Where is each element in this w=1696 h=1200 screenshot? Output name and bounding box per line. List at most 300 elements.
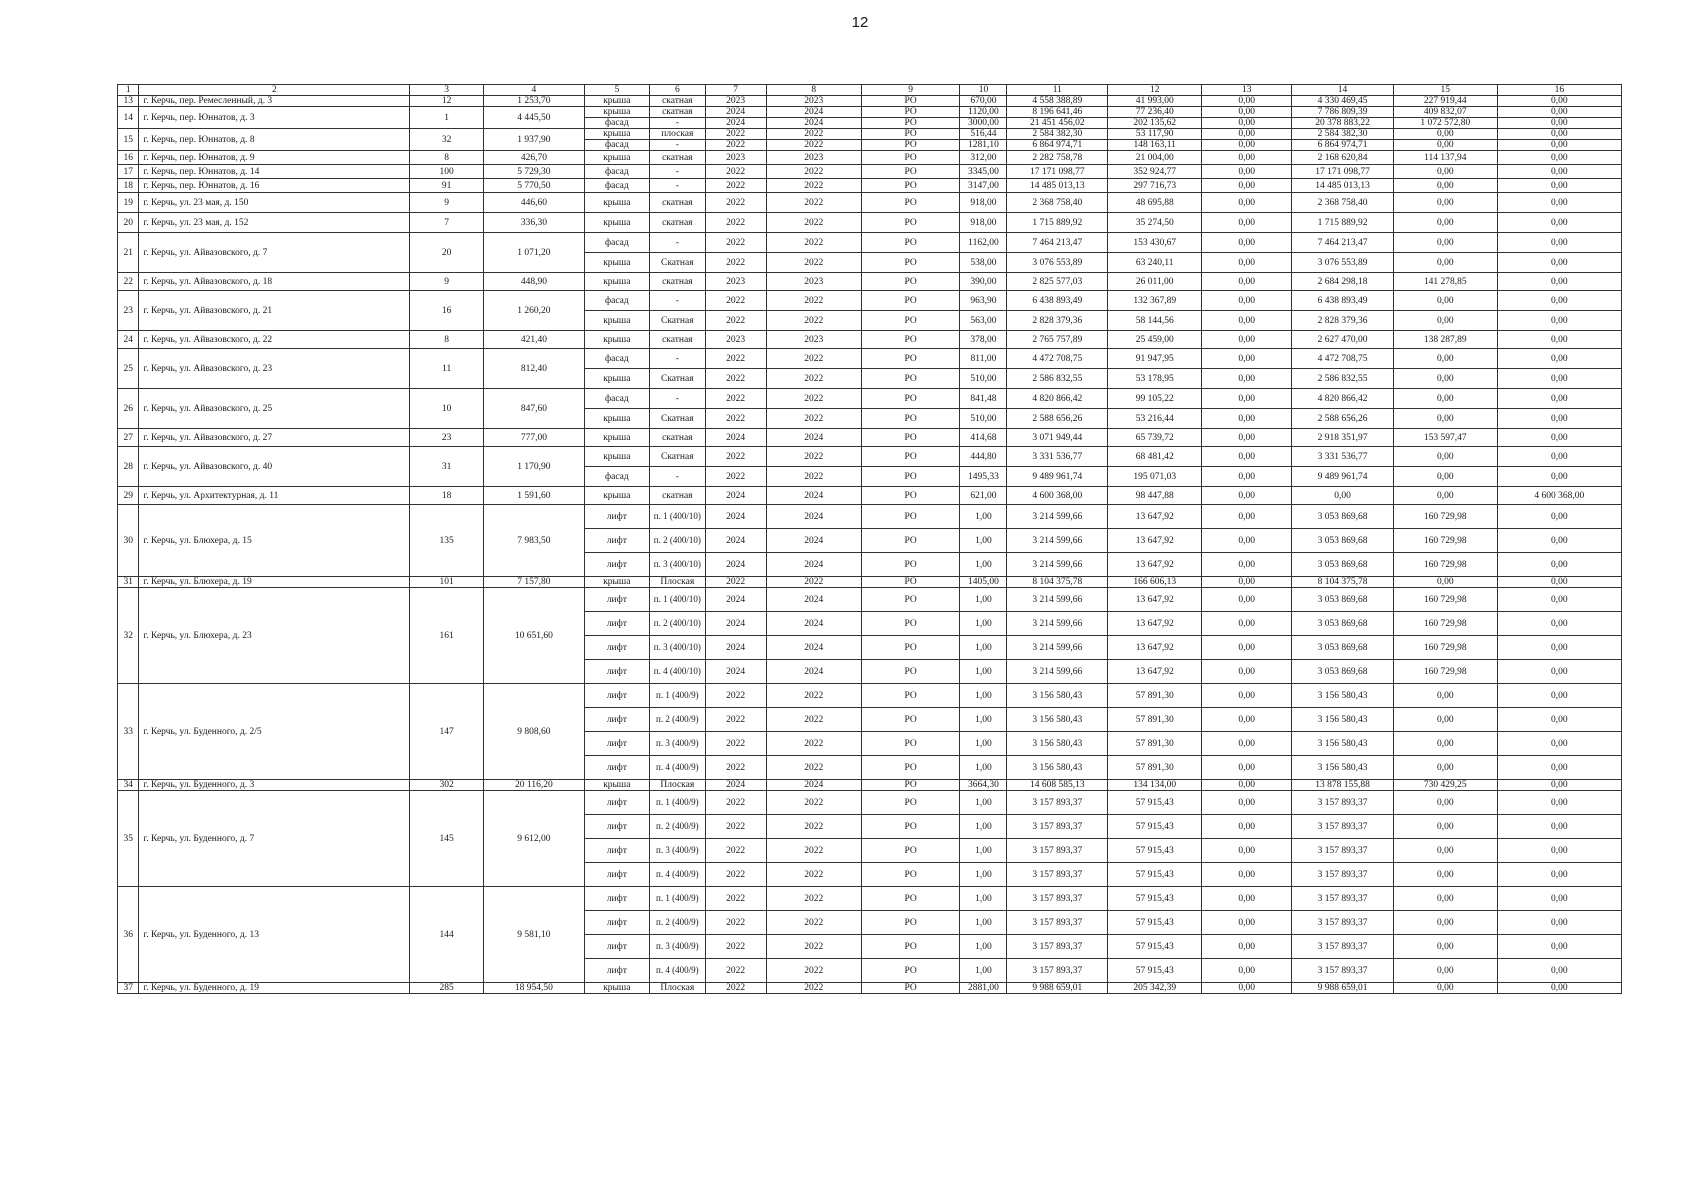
unit-cost-cell: 57 915,43 xyxy=(1108,839,1202,863)
address-cell: г. Керчь, пер. Юннатов, д. 16 xyxy=(139,179,410,193)
roof-type-cell: п. 3 (400/9) xyxy=(649,839,705,863)
work-type-cell: крыша xyxy=(584,780,649,791)
work-type-cell: фасад xyxy=(584,349,649,369)
apartments-count-cell: 135 xyxy=(410,505,484,577)
apartments-count-cell: 145 xyxy=(410,791,484,887)
work-type-cell: лифт xyxy=(584,660,649,684)
unit-cost-cell: 166 606,13 xyxy=(1108,577,1202,588)
address-cell: г. Керчь, ул. Айвазовского, д. 7 xyxy=(139,233,410,273)
table-row xyxy=(118,588,1622,612)
year-end-cell: 2022 xyxy=(766,179,861,193)
fund-source-2-cell: 6 438 893,49 xyxy=(1292,291,1394,311)
header-cell: 1 xyxy=(118,85,139,96)
roof-type-cell: - xyxy=(649,118,705,129)
header-cell: 4 xyxy=(484,85,585,96)
volume-cell: 1,00 xyxy=(960,588,1007,612)
roof-type-cell: - xyxy=(649,349,705,369)
row-number-cell: 37 xyxy=(118,983,139,994)
fund-source-3-cell: 0,00 xyxy=(1393,253,1497,273)
fund-source-1-cell: 0,00 xyxy=(1202,487,1292,505)
fund-source-4-cell: 0,00 xyxy=(1497,349,1621,369)
fund-source-2-cell: 2 584 382,30 xyxy=(1292,129,1394,140)
fund-source-2-cell: 3 053 869,68 xyxy=(1292,636,1394,660)
year-start-cell: 2023 xyxy=(705,273,766,291)
year-end-cell: 2022 xyxy=(766,213,861,233)
fund-source-2-cell: 1 715 889,92 xyxy=(1292,213,1394,233)
work-type-cell: крыша xyxy=(584,213,649,233)
year-end-cell: 2024 xyxy=(766,660,861,684)
unit-cost-cell: 195 071,03 xyxy=(1108,467,1202,487)
roof-type-cell: - xyxy=(649,467,705,487)
table-row xyxy=(118,107,1622,118)
executor-cell: РО xyxy=(861,129,959,140)
address-cell: г. Керчь, ул. Айвазовского, д. 25 xyxy=(139,389,410,429)
address-cell: г. Керчь, ул. Буденного, д. 13 xyxy=(139,887,410,983)
year-end-cell: 2022 xyxy=(766,732,861,756)
roof-type-cell: Скатная xyxy=(649,369,705,389)
fund-source-3-cell: 0,00 xyxy=(1393,708,1497,732)
roof-type-cell: п. 1 (400/9) xyxy=(649,887,705,911)
volume-cell: 1,00 xyxy=(960,863,1007,887)
unit-cost-cell: 91 947,95 xyxy=(1108,349,1202,369)
fund-source-3-cell: 0,00 xyxy=(1393,887,1497,911)
area-cell: 1 170,90 xyxy=(484,447,585,487)
fund-source-4-cell: 0,00 xyxy=(1497,389,1621,409)
fund-source-1-cell: 0,00 xyxy=(1202,213,1292,233)
fund-source-3-cell: 0,00 xyxy=(1393,179,1497,193)
fund-source-4-cell: 0,00 xyxy=(1497,107,1621,118)
executor-cell: РО xyxy=(861,273,959,291)
year-end-cell: 2023 xyxy=(766,151,861,165)
header-cell: 11 xyxy=(1007,85,1108,96)
executor-cell: РО xyxy=(861,505,959,529)
work-type-cell: крыша xyxy=(584,331,649,349)
fund-source-2-cell: 9 489 961,74 xyxy=(1292,467,1394,487)
apartments-count-cell: 7 xyxy=(410,213,484,233)
volume-cell: 390,00 xyxy=(960,273,1007,291)
work-type-cell: лифт xyxy=(584,684,649,708)
area-cell: 5 770,50 xyxy=(484,179,585,193)
address-cell: г. Керчь, ул. Буденного, д. 19 xyxy=(139,983,410,994)
volume-cell: 1,00 xyxy=(960,505,1007,529)
work-type-cell: лифт xyxy=(584,708,649,732)
fund-source-1-cell: 0,00 xyxy=(1202,577,1292,588)
year-start-cell: 2022 xyxy=(705,887,766,911)
apartments-count-cell: 23 xyxy=(410,429,484,447)
fund-source-3-cell: 409 832,07 xyxy=(1393,107,1497,118)
executor-cell: РО xyxy=(861,369,959,389)
fund-source-4-cell: 0,00 xyxy=(1497,959,1621,983)
fund-source-1-cell: 0,00 xyxy=(1202,118,1292,129)
volume-cell: 3345,00 xyxy=(960,165,1007,179)
fund-source-1-cell: 0,00 xyxy=(1202,107,1292,118)
fund-source-3-cell: 160 729,98 xyxy=(1393,660,1497,684)
fund-source-4-cell: 0,00 xyxy=(1497,839,1621,863)
table-row xyxy=(118,791,1622,815)
volume-cell: 510,00 xyxy=(960,409,1007,429)
fund-source-1-cell: 0,00 xyxy=(1202,887,1292,911)
year-start-cell: 2024 xyxy=(705,529,766,553)
fund-source-4-cell: 0,00 xyxy=(1497,140,1621,151)
apartments-count-cell: 161 xyxy=(410,588,484,684)
fund-source-3-cell: 160 729,98 xyxy=(1393,588,1497,612)
roof-type-cell: плоская xyxy=(649,129,705,140)
fund-source-1-cell: 0,00 xyxy=(1202,529,1292,553)
cost-total-cell: 3 157 893,37 xyxy=(1007,911,1108,935)
address-cell: г. Керчь, ул. Айвазовского, д. 27 xyxy=(139,429,410,447)
address-cell: г. Керчь, пер. Юннатов, д. 9 xyxy=(139,151,410,165)
year-start-cell: 2022 xyxy=(705,863,766,887)
fund-source-3-cell: 0,00 xyxy=(1393,815,1497,839)
unit-cost-cell: 21 004,00 xyxy=(1108,151,1202,165)
work-type-cell: крыша xyxy=(584,151,649,165)
header-cell: 14 xyxy=(1292,85,1394,96)
cost-total-cell: 3 076 553,89 xyxy=(1007,253,1108,273)
roof-type-cell: п. 2 (400/10) xyxy=(649,529,705,553)
fund-source-3-cell: 160 729,98 xyxy=(1393,553,1497,577)
address-cell: г. Керчь, ул. Блюхера, д. 19 xyxy=(139,577,410,588)
volume-cell: 1,00 xyxy=(960,636,1007,660)
year-start-cell: 2022 xyxy=(705,369,766,389)
fund-source-2-cell: 0,00 xyxy=(1292,487,1394,505)
fund-source-2-cell: 3 156 580,43 xyxy=(1292,732,1394,756)
year-end-cell: 2022 xyxy=(766,791,861,815)
fund-source-1-cell: 0,00 xyxy=(1202,273,1292,291)
fund-source-2-cell: 7 464 213,47 xyxy=(1292,233,1394,253)
work-type-cell: крыша xyxy=(584,129,649,140)
fund-source-4-cell: 0,00 xyxy=(1497,887,1621,911)
cost-total-cell: 14 608 585,13 xyxy=(1007,780,1108,791)
apartments-count-cell: 11 xyxy=(410,349,484,389)
fund-source-1-cell: 0,00 xyxy=(1202,291,1292,311)
fund-source-3-cell: 0,00 xyxy=(1393,369,1497,389)
row-number-cell: 14 xyxy=(118,107,139,129)
table-row xyxy=(118,96,1622,107)
roof-type-cell: п. 2 (400/9) xyxy=(649,708,705,732)
address-cell: г. Керчь, ул. Буденного, д. 7 xyxy=(139,791,410,887)
roof-type-cell: п. 3 (400/10) xyxy=(649,553,705,577)
executor-cell: РО xyxy=(861,839,959,863)
work-type-cell: фасад xyxy=(584,179,649,193)
fund-source-4-cell: 0,00 xyxy=(1497,331,1621,349)
unit-cost-cell: 13 647,92 xyxy=(1108,553,1202,577)
year-start-cell: 2024 xyxy=(705,588,766,612)
cost-total-cell: 4 820 866,42 xyxy=(1007,389,1108,409)
cost-total-cell: 3 071 949,44 xyxy=(1007,429,1108,447)
apartments-count-cell: 8 xyxy=(410,151,484,165)
area-cell: 847,60 xyxy=(484,389,585,429)
fund-source-2-cell: 3 156 580,43 xyxy=(1292,708,1394,732)
unit-cost-cell: 57 915,43 xyxy=(1108,815,1202,839)
address-cell: г. Керчь, ул. Айвазовского, д. 40 xyxy=(139,447,410,487)
roof-type-cell: скатная xyxy=(649,273,705,291)
fund-source-3-cell: 0,00 xyxy=(1393,447,1497,467)
volume-cell: 3664,30 xyxy=(960,780,1007,791)
year-start-cell: 2022 xyxy=(705,447,766,467)
executor-cell: РО xyxy=(861,911,959,935)
fund-source-3-cell: 0,00 xyxy=(1393,959,1497,983)
fund-source-3-cell: 0,00 xyxy=(1393,193,1497,213)
volume-cell: 1162,00 xyxy=(960,233,1007,253)
year-end-cell: 2024 xyxy=(766,429,861,447)
executor-cell: РО xyxy=(861,447,959,467)
volume-cell: 1120,00 xyxy=(960,107,1007,118)
work-type-cell: лифт xyxy=(584,612,649,636)
fund-source-3-cell: 0,00 xyxy=(1393,487,1497,505)
fund-source-3-cell: 0,00 xyxy=(1393,577,1497,588)
row-number-cell: 32 xyxy=(118,588,139,684)
executor-cell: РО xyxy=(861,588,959,612)
year-start-cell: 2022 xyxy=(705,839,766,863)
year-start-cell: 2022 xyxy=(705,140,766,151)
fund-source-4-cell: 0,00 xyxy=(1497,447,1621,467)
executor-cell: РО xyxy=(861,179,959,193)
work-type-cell: лифт xyxy=(584,636,649,660)
unit-cost-cell: 132 367,89 xyxy=(1108,291,1202,311)
row-number-cell: 23 xyxy=(118,291,139,331)
roof-type-cell: Плоская xyxy=(649,577,705,588)
table-row xyxy=(118,165,1622,179)
volume-cell: 510,00 xyxy=(960,369,1007,389)
roof-type-cell: п. 2 (400/10) xyxy=(649,612,705,636)
unit-cost-cell: 13 647,92 xyxy=(1108,660,1202,684)
fund-source-4-cell: 0,00 xyxy=(1497,151,1621,165)
roof-type-cell: п. 2 (400/9) xyxy=(649,911,705,935)
fund-source-4-cell: 0,00 xyxy=(1497,684,1621,708)
executor-cell: РО xyxy=(861,887,959,911)
cost-total-cell: 3 157 893,37 xyxy=(1007,839,1108,863)
executor-cell: РО xyxy=(861,708,959,732)
page-number: 12 xyxy=(851,14,869,31)
cost-total-cell: 3 157 893,37 xyxy=(1007,863,1108,887)
year-end-cell: 2022 xyxy=(766,193,861,213)
volume-cell: 1,00 xyxy=(960,612,1007,636)
executor-cell: РО xyxy=(861,213,959,233)
year-end-cell: 2024 xyxy=(766,505,861,529)
apartments-count-cell: 10 xyxy=(410,389,484,429)
work-type-cell: крыша xyxy=(584,369,649,389)
address-cell: г. Керчь, ул. Блюхера, д. 15 xyxy=(139,505,410,577)
work-type-cell: фасад xyxy=(584,291,649,311)
fund-source-4-cell: 0,00 xyxy=(1497,935,1621,959)
cost-total-cell: 21 451 456,02 xyxy=(1007,118,1108,129)
header-cell: 7 xyxy=(705,85,766,96)
address-cell: г. Керчь, пер. Юннатов, д. 8 xyxy=(139,129,410,151)
roof-type-cell: - xyxy=(649,165,705,179)
roof-type-cell: скатная xyxy=(649,193,705,213)
header-cell: 5 xyxy=(584,85,649,96)
area-cell: 426,70 xyxy=(484,151,585,165)
fund-source-3-cell: 0,00 xyxy=(1393,129,1497,140)
apartments-count-cell: 302 xyxy=(410,780,484,791)
roof-type-cell: п. 4 (400/9) xyxy=(649,863,705,887)
fund-source-1-cell: 0,00 xyxy=(1202,96,1292,107)
work-type-cell: крыша xyxy=(584,487,649,505)
fund-source-3-cell: 0,00 xyxy=(1393,732,1497,756)
fund-source-4-cell: 0,00 xyxy=(1497,505,1621,529)
fund-source-4-cell: 0,00 xyxy=(1497,311,1621,331)
area-cell: 9 612,00 xyxy=(484,791,585,887)
fund-source-4-cell: 0,00 xyxy=(1497,660,1621,684)
year-end-cell: 2024 xyxy=(766,118,861,129)
fund-source-4-cell: 0,00 xyxy=(1497,732,1621,756)
fund-source-3-cell: 0,00 xyxy=(1393,233,1497,253)
fund-source-1-cell: 0,00 xyxy=(1202,959,1292,983)
year-end-cell: 2022 xyxy=(766,369,861,389)
apartments-count-cell: 144 xyxy=(410,887,484,983)
work-type-cell: фасад xyxy=(584,140,649,151)
fund-source-4-cell: 0,00 xyxy=(1497,983,1621,994)
unit-cost-cell: 48 695,88 xyxy=(1108,193,1202,213)
fund-source-1-cell: 0,00 xyxy=(1202,636,1292,660)
year-end-cell: 2022 xyxy=(766,165,861,179)
work-type-cell: лифт xyxy=(584,863,649,887)
cost-total-cell: 2 584 382,30 xyxy=(1007,129,1108,140)
fund-source-3-cell: 0,00 xyxy=(1393,863,1497,887)
fund-source-4-cell: 0,00 xyxy=(1497,291,1621,311)
apartments-count-cell: 101 xyxy=(410,577,484,588)
unit-cost-cell: 57 915,43 xyxy=(1108,935,1202,959)
fund-source-1-cell: 0,00 xyxy=(1202,756,1292,780)
cost-total-cell: 2 765 757,89 xyxy=(1007,331,1108,349)
fund-source-1-cell: 0,00 xyxy=(1202,708,1292,732)
volume-cell: 516,44 xyxy=(960,129,1007,140)
fund-source-1-cell: 0,00 xyxy=(1202,233,1292,253)
fund-source-3-cell: 141 278,85 xyxy=(1393,273,1497,291)
address-cell: г. Керчь, ул. Блюхера, д. 23 xyxy=(139,588,410,684)
fund-source-1-cell: 0,00 xyxy=(1202,349,1292,369)
fund-source-1-cell: 0,00 xyxy=(1202,660,1292,684)
unit-cost-cell: 13 647,92 xyxy=(1108,529,1202,553)
fund-source-4-cell: 0,00 xyxy=(1497,409,1621,429)
fund-source-2-cell: 3 331 536,77 xyxy=(1292,447,1394,467)
fund-source-2-cell: 3 157 893,37 xyxy=(1292,791,1394,815)
row-number-cell: 19 xyxy=(118,193,139,213)
volume-cell: 563,00 xyxy=(960,311,1007,331)
roof-type-cell: - xyxy=(649,140,705,151)
volume-cell: 1,00 xyxy=(960,815,1007,839)
area-cell: 1 253,70 xyxy=(484,96,585,107)
fund-source-2-cell: 2 368 758,40 xyxy=(1292,193,1394,213)
apartments-count-cell: 91 xyxy=(410,179,484,193)
fund-source-1-cell: 0,00 xyxy=(1202,331,1292,349)
fund-source-4-cell: 0,00 xyxy=(1497,179,1621,193)
work-type-cell: лифт xyxy=(584,815,649,839)
unit-cost-cell: 35 274,50 xyxy=(1108,213,1202,233)
cost-total-cell: 3 214 599,66 xyxy=(1007,588,1108,612)
volume-cell: 1,00 xyxy=(960,660,1007,684)
work-type-cell: фасад xyxy=(584,233,649,253)
address-cell: г. Керчь, ул. Айвазовского, д. 22 xyxy=(139,331,410,349)
fund-source-1-cell: 0,00 xyxy=(1202,193,1292,213)
roof-type-cell: скатная xyxy=(649,96,705,107)
table-row xyxy=(118,487,1622,505)
year-start-cell: 2024 xyxy=(705,487,766,505)
roof-type-cell: Скатная xyxy=(649,447,705,467)
fund-source-2-cell: 3 053 869,68 xyxy=(1292,660,1394,684)
fund-source-3-cell: 730 429,25 xyxy=(1393,780,1497,791)
row-number-cell: 29 xyxy=(118,487,139,505)
fund-source-3-cell: 0,00 xyxy=(1393,409,1497,429)
fund-source-2-cell: 3 156 580,43 xyxy=(1292,756,1394,780)
fund-source-4-cell: 0,00 xyxy=(1497,529,1621,553)
fund-source-2-cell: 3 157 893,37 xyxy=(1292,863,1394,887)
row-number-cell: 13 xyxy=(118,96,139,107)
fund-source-2-cell: 3 157 893,37 xyxy=(1292,839,1394,863)
fund-source-1-cell: 0,00 xyxy=(1202,165,1292,179)
unit-cost-cell: 57 915,43 xyxy=(1108,791,1202,815)
fund-source-3-cell: 0,00 xyxy=(1393,291,1497,311)
fund-source-1-cell: 0,00 xyxy=(1202,311,1292,331)
fund-source-4-cell: 0,00 xyxy=(1497,233,1621,253)
executor-cell: РО xyxy=(861,732,959,756)
cost-total-cell: 2 825 577,03 xyxy=(1007,273,1108,291)
cost-total-cell: 1 715 889,92 xyxy=(1007,213,1108,233)
area-cell: 336,30 xyxy=(484,213,585,233)
fund-source-2-cell: 3 157 893,37 xyxy=(1292,911,1394,935)
fund-source-2-cell: 17 171 098,77 xyxy=(1292,165,1394,179)
fund-source-2-cell: 14 485 013,13 xyxy=(1292,179,1394,193)
fund-source-1-cell: 0,00 xyxy=(1202,732,1292,756)
year-end-cell: 2022 xyxy=(766,447,861,467)
column-number-header xyxy=(118,85,1622,96)
year-end-cell: 2022 xyxy=(766,253,861,273)
cost-total-cell: 4 558 388,89 xyxy=(1007,96,1108,107)
address-cell: г. Керчь, ул. Айвазовского, д. 18 xyxy=(139,273,410,291)
address-cell: г. Керчь, ул. Буденного, д. 2/5 xyxy=(139,684,410,780)
year-end-cell: 2023 xyxy=(766,273,861,291)
fund-source-1-cell: 0,00 xyxy=(1202,935,1292,959)
area-cell: 5 729,30 xyxy=(484,165,585,179)
work-type-cell: фасад xyxy=(584,165,649,179)
year-start-cell: 2022 xyxy=(705,213,766,233)
fund-source-1-cell: 0,00 xyxy=(1202,911,1292,935)
apartments-count-cell: 32 xyxy=(410,129,484,151)
fund-source-3-cell: 160 729,98 xyxy=(1393,529,1497,553)
cost-total-cell: 3 331 536,77 xyxy=(1007,447,1108,467)
address-cell: г. Керчь, пер. Ремесленный, д. 3 xyxy=(139,96,410,107)
year-end-cell: 2022 xyxy=(766,311,861,331)
cost-total-cell: 3 157 893,37 xyxy=(1007,935,1108,959)
unit-cost-cell: 134 134,00 xyxy=(1108,780,1202,791)
table-row xyxy=(118,429,1622,447)
year-start-cell: 2022 xyxy=(705,911,766,935)
fund-source-3-cell: 0,00 xyxy=(1393,140,1497,151)
volume-cell: 1281,10 xyxy=(960,140,1007,151)
unit-cost-cell: 58 144,56 xyxy=(1108,311,1202,331)
year-start-cell: 2022 xyxy=(705,577,766,588)
fund-source-3-cell: 160 729,98 xyxy=(1393,636,1497,660)
apartments-count-cell: 285 xyxy=(410,983,484,994)
header-cell: 15 xyxy=(1393,85,1497,96)
executor-cell: РО xyxy=(861,151,959,165)
year-end-cell: 2022 xyxy=(766,684,861,708)
fund-source-1-cell: 0,00 xyxy=(1202,684,1292,708)
row-number-cell: 21 xyxy=(118,233,139,273)
fund-source-2-cell: 2 828 379,36 xyxy=(1292,311,1394,331)
executor-cell: РО xyxy=(861,118,959,129)
year-end-cell: 2022 xyxy=(766,389,861,409)
cost-total-cell: 3 157 893,37 xyxy=(1007,959,1108,983)
year-end-cell: 2022 xyxy=(766,863,861,887)
fund-source-1-cell: 0,00 xyxy=(1202,140,1292,151)
unit-cost-cell: 53 117,90 xyxy=(1108,129,1202,140)
volume-cell: 841,48 xyxy=(960,389,1007,409)
cost-total-cell: 6 864 974,71 xyxy=(1007,140,1108,151)
unit-cost-cell: 57 891,30 xyxy=(1108,684,1202,708)
executor-cell: РО xyxy=(861,756,959,780)
roof-type-cell: - xyxy=(649,233,705,253)
